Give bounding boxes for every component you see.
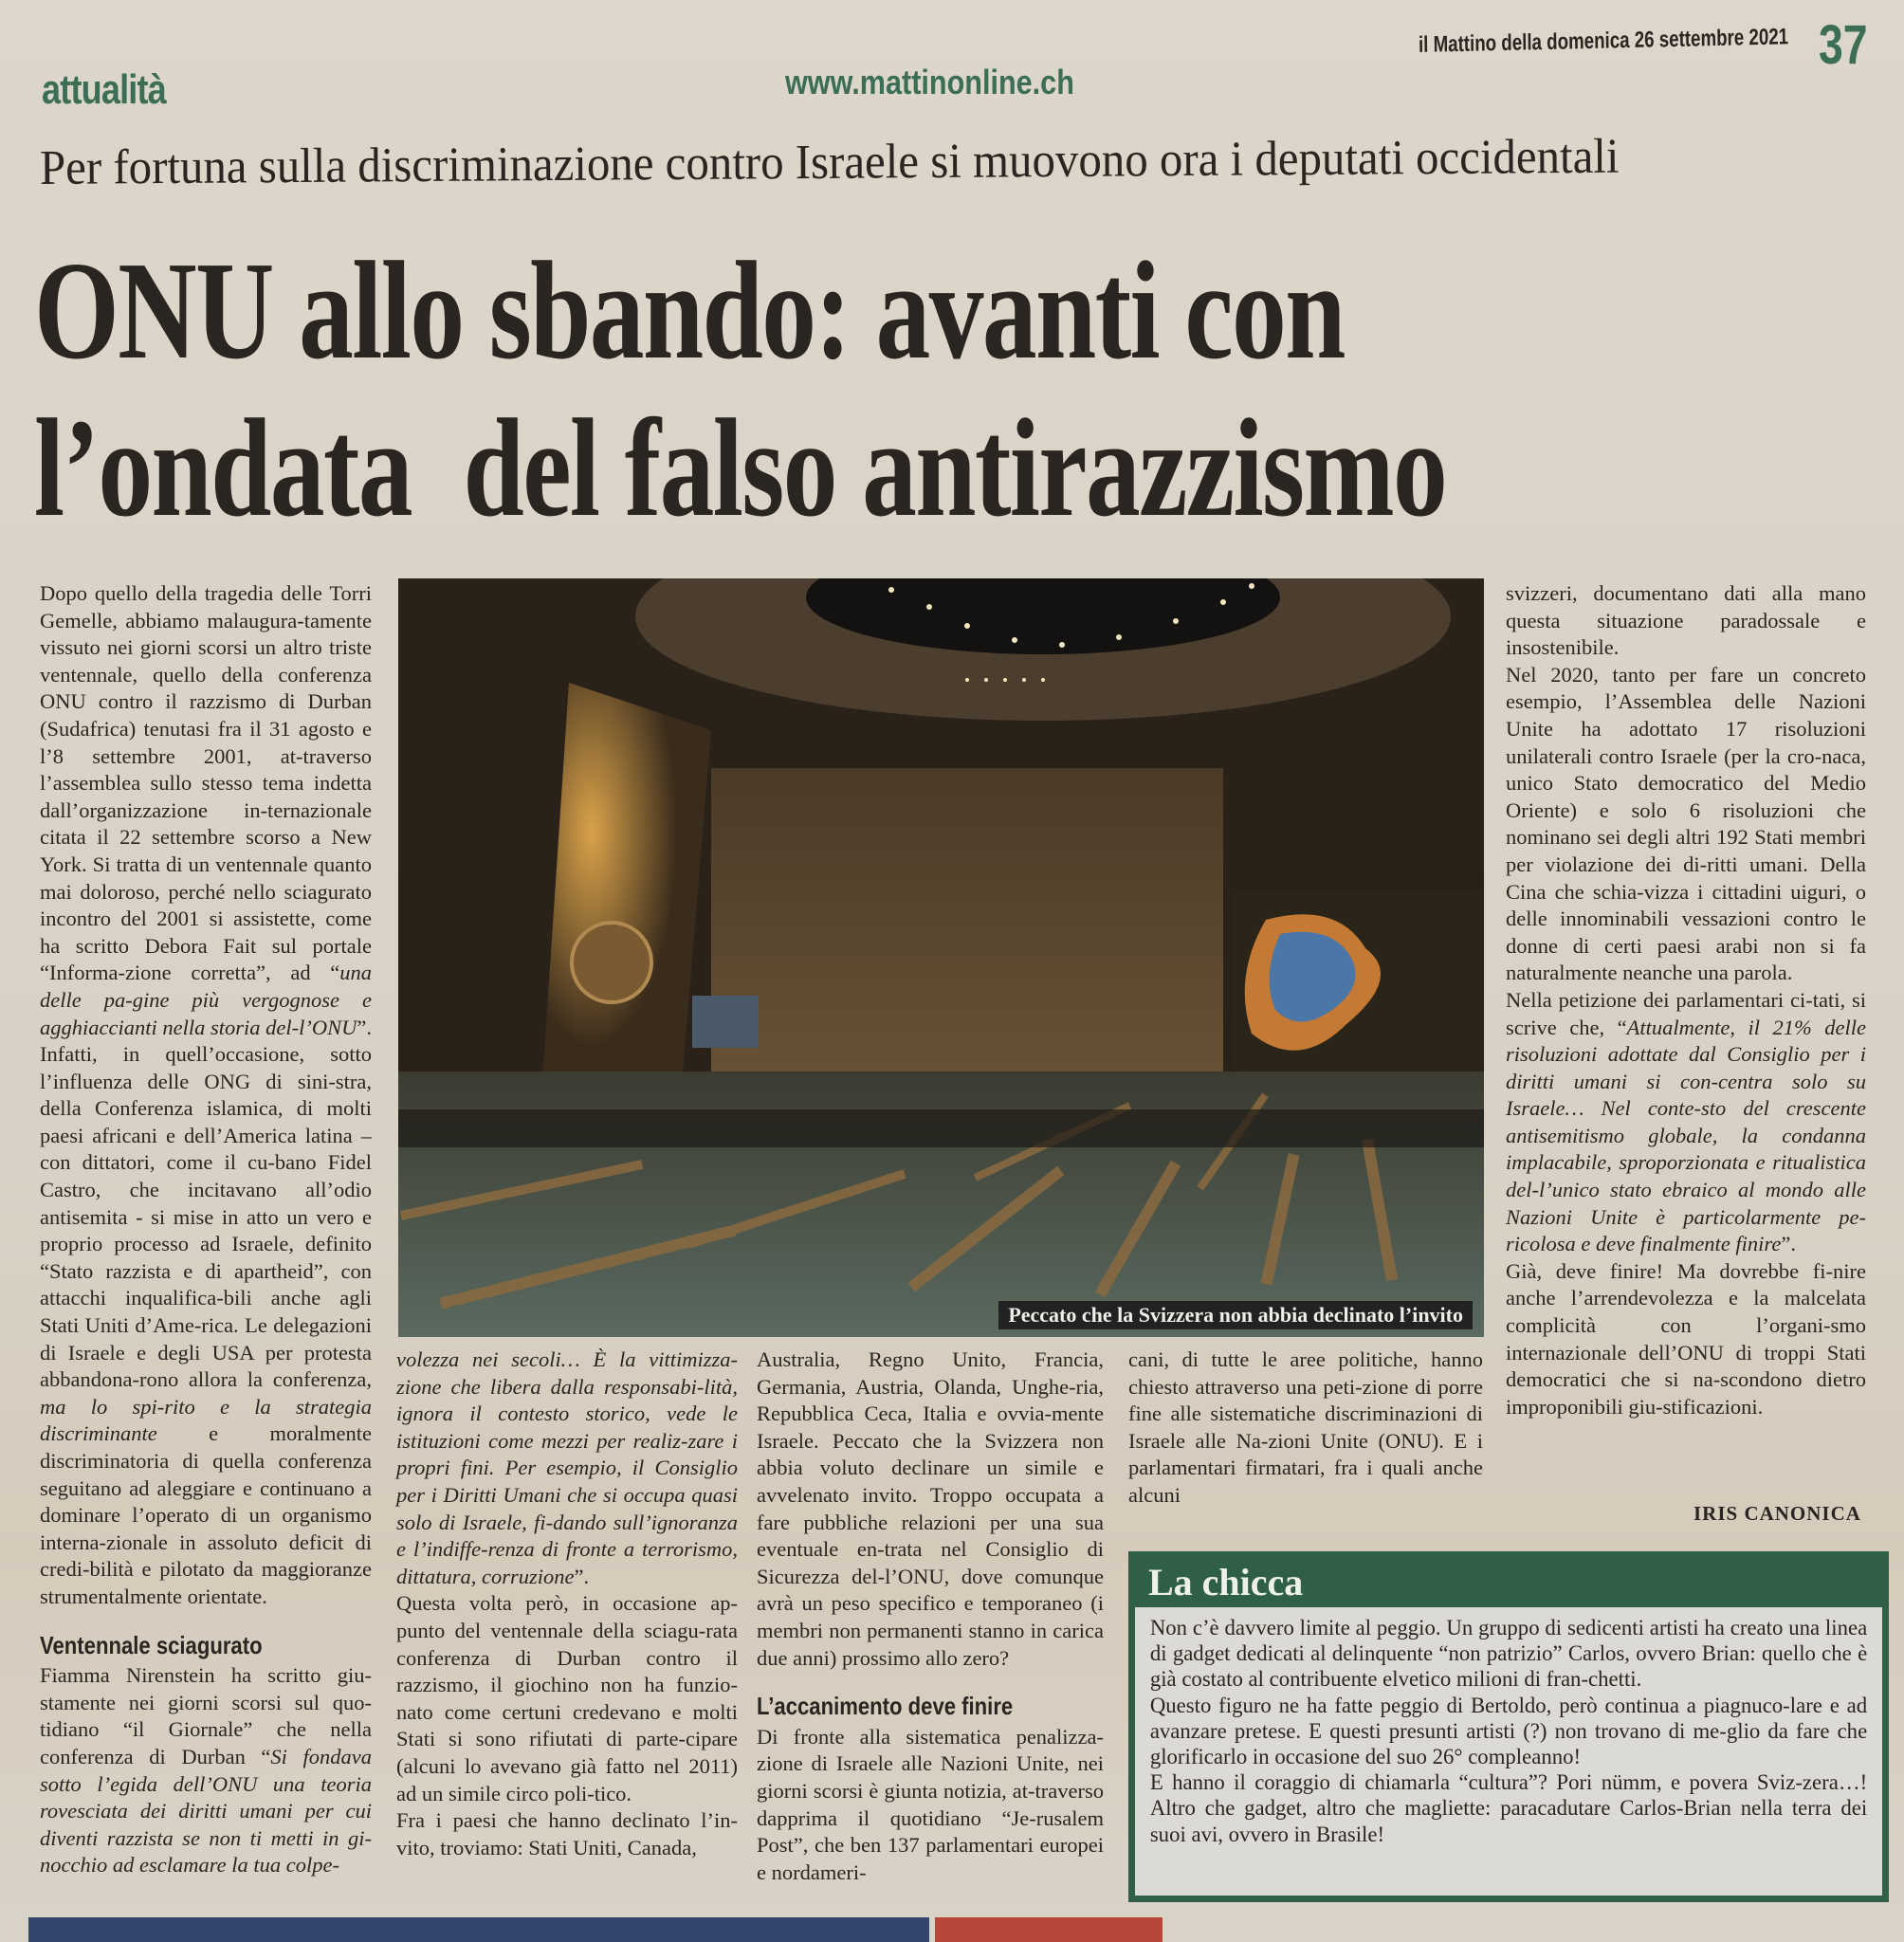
italic-quote: una delle pa-gine più vergognose e agghiaccianti nella storia del-l’ONU bbox=[40, 961, 372, 1039]
article-column-5 bbox=[1506, 580, 1866, 1420]
text: ”. Infatti, in quell’occasione, sotto l’influenza delle ONG di sini-stra, della Conferenza islamica, di molti paesi africani e dell’America latina – con dittatori, come il cu-bano Fidel Castro, che incitavano all’odio antisemita - si mise in atto un vero e proprio processo ad Israele, definito “Stato razzista e di apartheid”, con attacchi inqualifica-bili anche agli Stati Uniti d’Ame-rica. Le delegazioni di Israele e degli USA per protesta abbandona-rono allora la conferenza, bbox=[40, 1015, 372, 1392]
paragraph: Fra i paesi che hanno declinato l’in-vito, troviamo: Stati Uniti, Canada, bbox=[396, 1808, 738, 1860]
article-column-2 bbox=[396, 1347, 738, 1861]
article-column-1 bbox=[40, 580, 372, 1879]
assembly-hall-photo bbox=[398, 578, 1484, 1337]
paragraph: E hanno il coraggio di chiamarla “cultura”? Pori nümm, e povera Sviz-zera…! Altro che gadget, altro che magliette: paracadutare Carlos-Brian nella terra dei suoi avi, ovvero in Brasile! bbox=[1149, 1770, 1868, 1846]
text: e moralmente discriminatoria di quella conferenza seguitano ad aleggiare e continuano a dominare l’operato di un organismo interna-zionale in assoluto deficit di credi-bilità e pilotato da maggioranze strumentalmente orientate. bbox=[40, 1421, 372, 1608]
paragraph: Australia, Regno Unito, Francia, Germania, Austria, Olanda, Unghe-ria, Repubblica Ceca, Italia e ovvia-mente Israele. Peccato che la Svizzera non abbia voluto declinare un simile e avvelenato invito. Troppo occupata a fare pubbliche relazioni per una sua eventuale en-trata nel Consiglio di Sicurezza del-l’ONU, dove comunque avrà un peso specifico e temporaneo (i membri non permanenti stanno in carica due anni) prossimo allo zero? bbox=[757, 1347, 1104, 1670]
la-chicca-box bbox=[1128, 1551, 1889, 1902]
box-title: La chicca bbox=[1135, 1558, 1882, 1607]
italic-text: ma lo spi-rito e la strategia discriminante bbox=[40, 1394, 372, 1446]
paragraph bbox=[40, 580, 372, 1611]
section-tag: attualità bbox=[42, 66, 166, 113]
text: Nella petizione dei parlamentari ci-tati, si scrive che, “ bbox=[1506, 987, 1866, 1039]
paragraph: Nel 2020, tanto per fare un concreto esempio, l’Assemblea delle Nazioni Unite ha adottato 17 risoluzioni unilaterali contro Israele (per la cro-naca, unico Stato democratico del Medio Oriente) e solo 6 risoluzioni che nominano sei degli altri 192 Stati membri per violazione dei di-ritti umani. Della Cina che schia-vizza i cittadini uiguri, o delle innominabili vessazioni contro le donne di certi paesi arabi non si fa naturalmente neanche una parola. bbox=[1506, 662, 1866, 985]
paragraph: Questa volta però, in occasione ap-punto del ventennale della sciagu-rata conferenza di Durban contro il razzismo, il giochino non ha funzio-nato come certuni credevano e molti Stati si sono rifiutati di parte-cipare (alcuni lo avevano già fatto nel 2011) ad un simile circo poli-tico. bbox=[396, 1591, 738, 1805]
site-url: www.mattinonline.ch bbox=[785, 63, 1074, 101]
paragraph: Già, deve finire! Ma dovrebbe fi-nire anche l’arrendevolezza e la malcelata complicità con l’organi-smo internazionale dell’ONU di troppi Stati democratici che si na-scondono dietro improponibili giu-stificazioni. bbox=[1506, 1258, 1866, 1419]
subheading: Ventennale sciagurato bbox=[40, 1630, 263, 1659]
paragraph: Non c’è davvero limite al peggio. Un gruppo di sedicenti artisti ha creato una linea di gadget dedicati al delinquente “non patrizio” Carlos, ovvero Brian: quello che è già costato al contribuente elvetico milioni di fran-chetti. bbox=[1149, 1616, 1868, 1692]
article-kicker: Per fortuna sulla discriminazione contro Israele si muovono ora i deputati occidentali bbox=[39, 129, 1620, 195]
article-headline bbox=[34, 233, 1446, 548]
author-byline: IRIS CANONICA bbox=[1693, 1502, 1861, 1525]
text: Dopo quello della tragedia delle Torri Gemelle, abbiamo malaugura-tamente vissuto nei giorni scorsi un altro triste ventennale, quello della conferenza ONU contro il razzismo di Durban (Sudafrica) tenutasi fra il 31 agosto e l’8 settembre 2001, at-traverso l’assemblea sullo stesso tema indetta dall’organizzazione in-ternazionale citata il 22 settembre scorso a New York. Si tratta di un ventennale quanto mai doloroso, perché nello sciagurato incontro del 2001 si assistette, come ha scritto Debora Fait sul portale “Informa-zione corretta”, ad “ bbox=[40, 581, 372, 985]
subheading: L’accanimento deve finire bbox=[757, 1692, 1014, 1721]
photo-illustration bbox=[398, 578, 1484, 1337]
bottom-strip-blue bbox=[28, 1917, 929, 1942]
italic-quote: Si fondava sotto l’egida dell’ONU una teoria rovesciata dei diritti umani per cui diventi razzista se non ti metti in gi-nocchio ad esclamare la tua colpe- bbox=[40, 1744, 372, 1878]
italic-quote: Attualmente, il 21% delle risoluzioni adottate dal Consiglio per i diritti umani si con-centra solo su Israele… Nel conte-sto del crescente antisemitismo globale, la condanna implacabile, sproporzionata e ritualistica del-l’unico stato ebraico al mondo alle Nazioni Unite è particolarmente pe-ricolosa e deve finalmente finire bbox=[1506, 1015, 1866, 1256]
photo-caption: Peccato che la Svizzera non abbia declinato l’invito bbox=[998, 1301, 1473, 1329]
box-body bbox=[1139, 1607, 1878, 1855]
text: ”. bbox=[1781, 1232, 1796, 1256]
paragraph bbox=[396, 1347, 738, 1590]
paragraph: cani, di tutte le aree politiche, hanno chiesto attraverso una peti-zione di porre fine alle sistematiche discriminazioni di Israele alle Na-zioni Unite (ONU). E i parlamentari firmatari, fra i quali anche alcuni bbox=[1128, 1347, 1483, 1507]
headline-line-2: l’ondata del falso antirazzismo bbox=[34, 390, 1447, 546]
article-column-4 bbox=[1128, 1347, 1483, 1510]
paragraph: Di fronte alla sistematica penalizza-zione di Israele alle Nazioni Unite, nei giorni scorsi è giunta notizia, at-traverso dapprima il quotidiano “Je-rusalem Post”, che ben 137 parlamentari europei e nordameri- bbox=[757, 1724, 1104, 1884]
headline-line-1: ONU allo sbando: avanti con bbox=[34, 233, 1345, 389]
dateline: il Mattino della domenica 26 settembre 2021 bbox=[1418, 24, 1789, 58]
paragraph bbox=[1506, 987, 1866, 1258]
page-number: 37 bbox=[1819, 14, 1868, 76]
text: ”. bbox=[574, 1564, 590, 1588]
text: Fiamma Nirenstein ha scritto giu-stamente nei giorni scorsi sul quo-tidiano “il Giornale” che nella conferenza di Durban “ bbox=[40, 1663, 372, 1768]
paragraph: svizzeri, documentano dati alla mano questa situazione paradossale e insostenibile. bbox=[1506, 581, 1866, 660]
paragraph: Questo figuro ne ha fatte peggio di Bertoldo, però continua a piagnuco-lare e ad avanzare pretese. E questi presunti artisti (?) non trovano di me-glio da fare che glorificarlo in occasione del suo 26° compleanno! bbox=[1149, 1693, 1868, 1769]
paragraph bbox=[40, 1662, 372, 1879]
article-column-3 bbox=[757, 1347, 1104, 1886]
bottom-strip-red bbox=[935, 1917, 1163, 1942]
italic-quote: volezza nei secoli… È la vittimizza-zione che libera dalla responsabi-lità, ignora il contesto storico, vede le istituzioni come mezzi per realiz-zare i propri fini. Per esempio, il Consiglio per i Diritti Umani che si occupa quasi solo di Israele, fi-dando sull’ignoranza e l’indiffe-renza di fronte a terrorismo, dittatura, corruzione bbox=[396, 1347, 738, 1588]
